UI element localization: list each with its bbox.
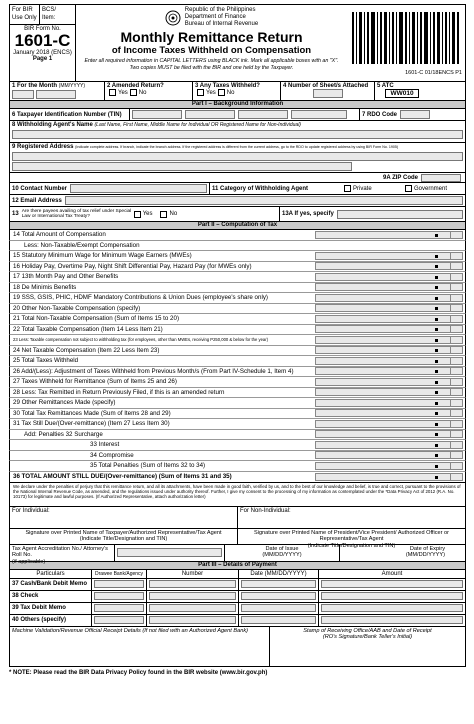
machine-validation-label: Machine Validation/Revenue Official Receipt Details (If not filed with an Authorized Agent Bank) — [10, 627, 270, 666]
zip-row — [9, 173, 466, 183]
amount-input[interactable] — [315, 231, 451, 239]
computation-row-label: 31 Tax Still Due/(Over-remittance) (Item 27 Less Item 30) — [13, 420, 170, 427]
computation-rows — [9, 230, 466, 483]
amount-input[interactable] — [315, 283, 451, 291]
bir-seal-icon — [165, 10, 181, 26]
form-id-block — [10, 5, 76, 81]
amount-decimal-input[interactable] — [451, 231, 463, 239]
payment-input[interactable] — [149, 592, 236, 600]
government-label: Government — [414, 185, 448, 192]
payment-cell — [147, 591, 239, 602]
form-instructions: Enter all required information in CAPITAL LETTERS using BLACK ink. Mark all applicable boxes with an "X". Two copies MUST be filed with the BIR and one held by the Taxpayer. — [84, 58, 339, 71]
amount-input[interactable] — [315, 409, 451, 417]
form-no-label: BIR Form No. — [24, 26, 61, 32]
amount-input[interactable] — [315, 304, 451, 312]
payment-input[interactable] — [94, 616, 144, 624]
agent-name-input[interactable] — [12, 130, 463, 139]
tax-relief-row — [9, 207, 466, 222]
atc-value: WW010 — [385, 89, 419, 98]
amount-input[interactable] — [315, 325, 451, 333]
agent-name-label: 8 Withholding Agent's Name — [12, 122, 93, 128]
agent-accreditation-input[interactable] — [117, 548, 222, 557]
payment-input[interactable] — [321, 604, 463, 612]
computation-row — [9, 440, 466, 451]
payment-row — [9, 579, 466, 591]
return-info-row — [9, 82, 466, 101]
computation-row-label: 17 13th Month Pay and Other Benefits — [13, 273, 119, 280]
relief-specify-input[interactable] — [337, 210, 463, 219]
amount-decimal-input[interactable] — [451, 357, 463, 365]
part2-header: Part II – Computation of Tax — [9, 222, 466, 230]
payment-cell — [92, 579, 147, 590]
amended-yes-label: Yes — [118, 90, 128, 97]
government-checkbox[interactable] — [405, 185, 412, 192]
sig-non-individual-label: Signature over Printed Name of President/Vice President/ Authorized Officer or Representative/Tax Agent — [253, 529, 450, 542]
computation-row-label: Add: Penalties 32 Surcharge — [24, 430, 103, 438]
amount-input[interactable] — [315, 346, 451, 354]
amount-input[interactable] — [315, 273, 451, 281]
relief-yes-checkbox[interactable] — [134, 211, 141, 218]
computation-row — [9, 314, 466, 325]
computation-row — [9, 430, 466, 441]
contact-label: 10 Contact Number — [12, 185, 68, 192]
computation-row-label: 33 Interest — [90, 441, 120, 448]
amount-decimal-input[interactable] — [451, 273, 463, 281]
payment-input[interactable] — [321, 580, 463, 588]
amount-input[interactable] — [315, 378, 451, 386]
computation-row — [9, 409, 466, 420]
zip-label: 9A ZIP Code — [382, 174, 418, 181]
amount-decimal-input[interactable] — [451, 441, 463, 449]
amount-decimal-input[interactable] — [451, 367, 463, 375]
computation-row-label: 29 Other Remittances Made (specify) — [13, 399, 116, 406]
col-amount: Amount — [381, 570, 403, 577]
atc-label: 5 ATC — [377, 83, 394, 89]
payment-cell — [147, 603, 239, 614]
tin-row — [9, 109, 466, 121]
amount-input[interactable] — [315, 473, 451, 481]
payment-cell — [147, 579, 239, 590]
payment-input[interactable] — [94, 604, 144, 612]
computation-row — [9, 251, 466, 262]
amount-decimal-input[interactable] — [451, 283, 463, 291]
year-input[interactable] — [36, 90, 76, 99]
amount-input[interactable] — [315, 336, 451, 344]
payment-cell — [92, 603, 147, 614]
computation-row-label: 27 Taxes Withheld for Remittance (Sum of Items 25 and 26) — [13, 378, 177, 385]
tin-part1-input[interactable] — [132, 110, 182, 119]
agent-name-hint: (Last Name, First Name, Middle Name for Individual OR Registered Name for Non-Individual) — [94, 122, 301, 128]
amount-input[interactable] — [315, 430, 451, 438]
amount-input[interactable] — [315, 441, 451, 449]
amount-input[interactable] — [315, 451, 451, 459]
payment-cell — [239, 603, 319, 614]
form-title-block — [76, 5, 347, 81]
payment-input[interactable] — [241, 604, 316, 612]
taxes-withheld-label: 3 Any Taxes Withheld? — [195, 83, 260, 89]
amount-decimal-input[interactable] — [451, 462, 463, 470]
payment-cell — [319, 603, 465, 614]
payment-input[interactable] — [94, 580, 144, 588]
sheets-attached-input[interactable] — [313, 89, 343, 98]
use-only-label: Use Only — [12, 15, 37, 21]
barcode-block — [347, 5, 465, 81]
amount-decimal-input[interactable] — [451, 388, 463, 396]
amount-input[interactable] — [315, 420, 451, 428]
date-issue-label: Date of Issue — [265, 545, 299, 552]
payment-cell — [319, 579, 465, 590]
contact-row — [9, 183, 466, 195]
computation-row — [9, 461, 466, 472]
withheld-no-checkbox[interactable] — [218, 89, 225, 96]
payment-row — [9, 603, 466, 615]
amount-decimal-input[interactable] — [451, 336, 463, 344]
relief-specify-label: 13A If yes, specify — [282, 211, 334, 217]
page-number: Page 1 — [32, 56, 53, 62]
amount-decimal-input[interactable] — [451, 304, 463, 312]
amended-no-checkbox[interactable] — [130, 89, 137, 96]
computation-row — [9, 335, 466, 346]
payment-cell — [147, 615, 239, 626]
payment-input[interactable] — [149, 604, 236, 612]
part1-header: Part I – Background Information — [9, 101, 466, 109]
amount-input[interactable] — [315, 357, 451, 365]
computation-row-label: 26 Add/(Less): Adjustment of Taxes Withheld from Previous Month/s (From Part IV-Schedule 1, Item 4) — [13, 367, 294, 375]
part3-header: Part III – Details of Payment — [9, 562, 466, 570]
amount-decimal-input[interactable] — [451, 409, 463, 417]
for-bir-label: For BIR — [12, 7, 33, 13]
signature-row — [9, 507, 466, 529]
computation-row-label: Less: Non-Taxable/Exempt Compensation — [24, 241, 140, 249]
agent-name-row — [9, 121, 466, 143]
payment-input[interactable] — [321, 616, 463, 624]
form-subtitle: of Income Taxes Withheld on Compensation — [111, 45, 312, 56]
address-input[interactable] — [12, 152, 463, 161]
amount-decimal-input[interactable] — [451, 420, 463, 428]
payment-row-label: 39 Tax Debit Memo — [10, 603, 92, 614]
relief-no-label: No — [169, 211, 178, 217]
date-expiry-hint: (MM/DD/YYYY) — [405, 552, 445, 558]
tax-relief-number: 13 — [12, 211, 19, 217]
amount-input[interactable] — [315, 294, 451, 302]
computation-row — [9, 419, 466, 430]
payment-cell — [319, 591, 465, 602]
payment-header-row — [9, 570, 466, 579]
payment-rows — [9, 579, 466, 627]
computation-row — [9, 346, 466, 357]
computation-row — [9, 451, 466, 462]
validation-row — [9, 627, 466, 667]
computation-row — [9, 325, 466, 336]
for-individual-label: For Individual: — [12, 507, 50, 514]
amended-yes-checkbox[interactable] — [109, 89, 116, 96]
item-label: Item: — [42, 15, 56, 21]
address-hint: (Indicate complete address. If branch, indicate the branch address. If the registered address is different from the current address, go to the RDO to update registered address by using BIR Form No. 1905) — [75, 145, 399, 149]
col-particulars: Particulars — [10, 570, 92, 578]
republic-label: Republic of the Philippines — [184, 7, 256, 13]
sig-non-individual-hint: (Indicate Title/Designation and TIN) — [307, 542, 396, 549]
computation-row — [9, 398, 466, 409]
payment-row — [9, 591, 466, 603]
tax-relief-question: Are there payees availing of tax relief under Special Law or International Tax Treaty? — [21, 208, 132, 219]
address-label: 9 Registered Address — [12, 144, 74, 150]
dept-label: Department of Finance — [184, 14, 246, 20]
computation-row — [9, 283, 466, 294]
address-row — [9, 143, 466, 173]
payment-row-label: 40 Others (specify) — [10, 615, 92, 626]
computation-row — [9, 367, 466, 378]
payment-input[interactable] — [241, 616, 316, 624]
barcode-text: 1601-C 01/18ENCS P1 — [405, 70, 462, 76]
email-row — [9, 195, 466, 207]
form-header — [9, 4, 466, 82]
computation-row — [9, 377, 466, 388]
date-expiry-label: Date of Expiry — [409, 545, 445, 552]
private-label: Private — [353, 185, 372, 192]
tin-branch-input[interactable] — [291, 110, 347, 119]
rdo-label: 7 RDO Code — [362, 111, 398, 118]
col-drawee-bank: Drawee Bank/Agency — [92, 570, 147, 578]
computation-row — [9, 356, 466, 367]
date-issue-hint: (MM/DD/YYYY) — [262, 552, 302, 558]
agent-accreditation-label: Tax Agent Accreditation No./ Attorney's Roll No. — [12, 545, 108, 558]
for-non-individual-label: For Non-Individual: — [240, 507, 291, 514]
contact-input[interactable] — [70, 184, 207, 193]
amount-decimal-input[interactable] — [451, 430, 463, 438]
computation-row-label: 19 SSS, GSIS, PHIC, HDMF Mandatory Contributions & Union Dues (employee's share only) — [13, 294, 268, 301]
computation-row-label: 14 Total Amount of Compensation — [13, 231, 106, 238]
email-label: 12 Email Address — [12, 197, 62, 204]
category-label: 11 Category of Withholding Agent — [212, 185, 309, 192]
amount-decimal-input[interactable] — [451, 473, 463, 481]
computation-row — [9, 262, 466, 273]
rdo-input[interactable] — [400, 110, 430, 119]
stamp-label: Stamp of Receiving Office/AAB and Date of Receipt — [303, 627, 432, 634]
computation-row-label: 15 Statutory Minimum Wage for Minimum Wage Earners (MWEs) — [13, 252, 192, 259]
month-hint: (MM/YYYY) — [58, 83, 86, 89]
computation-row-label: 34 Compromise — [90, 451, 134, 459]
amount-decimal-input[interactable] — [451, 325, 463, 333]
amended-label: 2 Amended Return? — [107, 83, 164, 89]
withheld-yes-label: Yes — [206, 90, 216, 97]
amount-input[interactable] — [315, 252, 451, 260]
payment-cell — [239, 591, 319, 602]
sig-individual-label: Signature over Printed Name of Taxpayer/Authorized Representative/Tax Agent — [25, 529, 222, 536]
computation-row — [9, 293, 466, 304]
computation-row — [9, 230, 466, 241]
amount-decimal-input[interactable] — [451, 346, 463, 354]
amount-input[interactable] — [315, 262, 451, 270]
amount-input[interactable] — [315, 367, 451, 375]
tin-part2-input[interactable] — [185, 110, 235, 119]
amount-decimal-input[interactable] — [451, 399, 463, 407]
agent-accreditation-hint: (if applicable) — [12, 558, 46, 565]
relief-yes-label: Yes — [142, 211, 153, 217]
computation-row — [9, 388, 466, 399]
payment-input[interactable] — [241, 592, 316, 600]
address-input-2[interactable] — [12, 162, 352, 171]
payment-cell — [319, 615, 465, 626]
computation-row — [9, 272, 466, 283]
withheld-yes-checkbox[interactable] — [197, 89, 204, 96]
computation-row-label: 18 De Minimis Benefits — [13, 283, 77, 291]
payment-row — [9, 615, 466, 627]
computation-row-label: 25 Total Taxes Withheld — [13, 357, 79, 364]
amount-decimal-input[interactable] — [451, 378, 463, 386]
amount-decimal-input[interactable] — [451, 262, 463, 270]
sheets-attached-label: 4 Number of Sheet/s Attached — [283, 83, 369, 89]
computation-row — [9, 472, 466, 483]
month-label: 1 For the Month — [12, 83, 57, 89]
month-input[interactable] — [12, 90, 34, 99]
computation-row — [9, 304, 466, 315]
declaration-text: We declare under the penalties of perjury that this remittance return, and all its attachments, have been made in good faith, verified by us, and to the best of our knowledge and belief, is true and correct, pursuant to the provisions of the National Internal Revenue Code, as amended, and the regulations issued under authority thereof. Further, I give my consent to the processing of my information as contemplated under the *Data Privacy Act of 2012 (R.A. No. 10173) for legitimate and lawful purposes. (If Authorized Representative, attach authorization letter) — [9, 483, 466, 507]
amount-input[interactable] — [315, 462, 451, 470]
form-revision: January 2018 (ENCS) — [13, 50, 72, 56]
amount-decimal-input[interactable] — [451, 294, 463, 302]
amount-input[interactable] — [315, 388, 451, 396]
amended-no-label: No — [138, 90, 147, 97]
amount-input[interactable] — [315, 315, 451, 323]
tin-label: 6 Taxpayer Identification Number (TIN) — [12, 112, 122, 118]
payment-input[interactable] — [149, 616, 236, 624]
col-date: Date (MM/DD/YYYY) — [239, 570, 319, 578]
payment-cell — [239, 579, 319, 590]
relief-no-checkbox[interactable] — [160, 211, 167, 218]
computation-row-label: 24 Net Taxable Compensation (Item 22 Less Item 23) — [13, 346, 160, 354]
amount-decimal-input[interactable] — [451, 451, 463, 459]
stamp-hint: (RO's Signature/Bank Teller's Initial) — [322, 634, 413, 640]
payment-cell — [92, 591, 147, 602]
barcode-icon — [348, 8, 464, 68]
payment-input[interactable] — [241, 580, 316, 588]
payment-input[interactable] — [321, 592, 463, 600]
email-input[interactable] — [65, 196, 463, 205]
withheld-no-label: No — [226, 90, 235, 97]
payment-input[interactable] — [149, 580, 236, 588]
tin-part3-input[interactable] — [238, 110, 288, 119]
form-number: 1601-C — [14, 31, 71, 50]
form-title: Monthly Remittance Return — [120, 29, 303, 45]
private-checkbox[interactable] — [344, 185, 351, 192]
zip-input[interactable] — [421, 174, 461, 182]
computation-row-label: 22 Total Taxable Compensation (Item 14 Less Item 21) — [13, 325, 163, 333]
amount-decimal-input[interactable] — [451, 252, 463, 260]
computation-row-label: 21 Total Non-Taxable Compensation (Sum of Items 15 to 20) — [13, 315, 180, 322]
col-number: Number — [147, 570, 239, 578]
bureau-label: Bureau of Internal Revenue — [184, 21, 259, 27]
computation-row-label: 23 Less: Taxable compensation not subject to withholding tax (for employees, other than MWEs, receiving P250,000 & below for the year) — [13, 337, 269, 342]
computation-row — [9, 241, 466, 252]
computation-row-label: 16 Holiday Pay, Overtime Pay, Night Shift Differential Pay, Hazard Pay (for MWEs only) — [13, 262, 252, 270]
payment-row-label: 37 Cash/Bank Debit Memo — [10, 579, 92, 590]
payment-row-label: 38 Check — [10, 591, 92, 602]
payment-input[interactable] — [94, 592, 144, 600]
payment-cell — [239, 615, 319, 626]
computation-row-label: 28 Less: Tax Remitted in Return Previously Filed, if this is an amended return — [13, 388, 225, 396]
amount-input[interactable] — [315, 399, 451, 407]
computation-row-label: 36 TOTAL AMOUNT STILL DUE/(Over-remittance) (Sum of Items 31 and 35) — [13, 472, 232, 480]
amount-decimal-input[interactable] — [451, 315, 463, 323]
computation-row-label: 20 Other Non-Taxable Compensation (specify) — [13, 304, 141, 312]
computation-row-label: 35 Total Penalties (Sum of Items 32 to 34) — [90, 462, 206, 469]
payment-cell — [92, 615, 147, 626]
bcs-label: BCS/ — [42, 7, 57, 13]
sig-individual-hint: (Indicate Title/Designation and TIN) — [79, 536, 168, 542]
footer-note: * NOTE: Please read the BIR Data Privacy Policy found in the BIR website (www.bir.gov.ph) — [9, 669, 268, 676]
computation-row-label: 30 Total Tax Remittances Made (Sum of Items 28 and 29) — [13, 409, 171, 417]
